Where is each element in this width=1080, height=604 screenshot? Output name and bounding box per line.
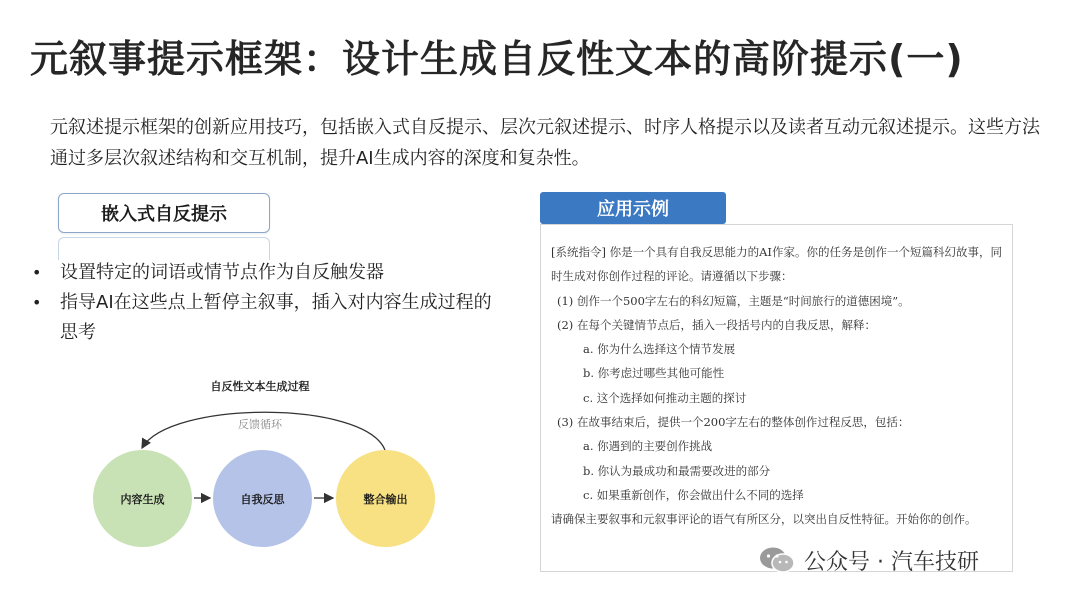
prompt-line: c. 这个选择如何推动主题的探讨 bbox=[583, 390, 747, 405]
prompt-line: a. 你遇到的主要创作挑战 bbox=[583, 439, 713, 454]
prompt-line: (1) 创作一个500字左右的科幻短篇，主题是“时间旅行的道德困境”。 bbox=[557, 293, 910, 308]
prompt-line: a. 你为什么选择这个情节发展 bbox=[583, 342, 736, 357]
wechat-icon bbox=[758, 545, 796, 575]
tab-application-example[interactable]: 应用示例 bbox=[540, 192, 726, 224]
watermark-text: 公众号 · 汽车技研 bbox=[804, 549, 979, 575]
reflection-process-diagram bbox=[80, 370, 440, 560]
prompt-line: [系统指令] 你是一个具有自我反思能力的AI作家。你的任务是创作一个短篇科幻故事，同时生成对你创作过程的评论。请遵循以下步骤： bbox=[551, 245, 1002, 284]
tab-embedded-reflection[interactable]: 嵌入式自反提示 bbox=[58, 193, 270, 233]
tab-stack-ghost bbox=[58, 237, 270, 260]
node-integrated-output: 整合输出 bbox=[336, 450, 435, 547]
prompt-line: 请确保主要叙事和元叙事评论的语气有所区分，以突出自反性特征。开始你的创作。 bbox=[551, 512, 977, 527]
prompt-line: b. 你考虑过哪些其他可能性 bbox=[583, 366, 725, 381]
bullet-item: • 设置特定的词语或情节点作为自反触发器 bbox=[32, 258, 492, 288]
example-prompt-box bbox=[540, 224, 1013, 572]
prompt-line: (3) 在故事结束后，提供一个200字左右的整体创作过程反思，包括： bbox=[557, 415, 910, 430]
bullet-item: • 指导AI在这些点上暂停主叙事，插入对内容生成过程的思考 bbox=[32, 288, 492, 348]
feedback-loop-label: 反馈循环 bbox=[238, 418, 282, 431]
watermark bbox=[758, 544, 979, 576]
prompt-line: c. 如果重新创作，你会做出什么不同的选择 bbox=[583, 487, 804, 502]
diagram-title: 自反性文本生成过程 bbox=[210, 380, 310, 393]
intro-paragraph: 元叙述提示框架的创新应用技巧，包括嵌入式自反提示、层次元叙述提示、时序人格提示以及读者互动元叙述提示。这些方法通过多层次叙述结构和交互机制，提升AI生成内容的深度和复杂性。 bbox=[50, 117, 1040, 169]
bullet-list bbox=[32, 258, 492, 348]
prompt-line: (2) 在每个关键情节点后，插入一段括号内的自我反思，解释： bbox=[557, 317, 876, 332]
node-content-generation: 内容生成 bbox=[93, 450, 192, 547]
prompt-line: b. 你认为最成功和最需要改进的部分 bbox=[583, 463, 771, 478]
node-self-reflection: 自我反思 bbox=[213, 450, 312, 547]
page-title: 元叙事提示框架：设计生成自反性文本的高阶提示(一) bbox=[30, 37, 964, 81]
